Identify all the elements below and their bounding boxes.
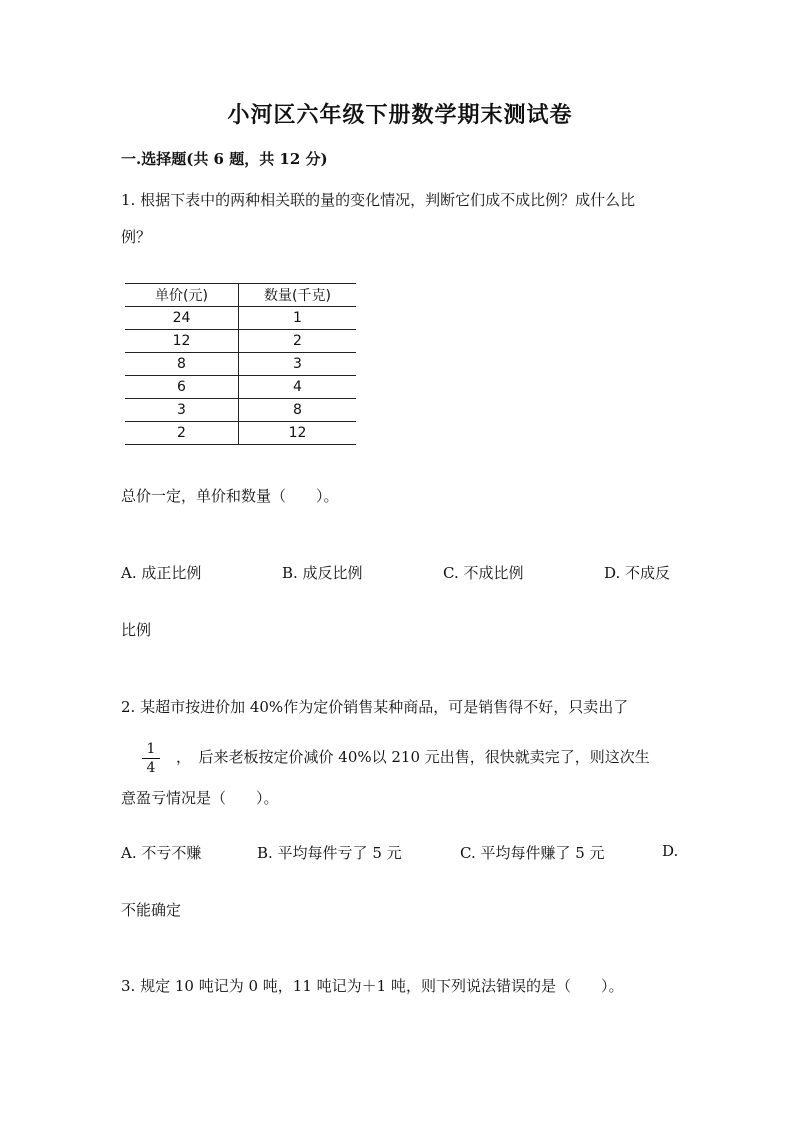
q2-option-d-wrap: 不能确定 <box>121 901 182 919</box>
table-row <box>125 353 356 376</box>
section-heading: 一.选择题(共 6 题，共 12 分) <box>121 150 328 168</box>
table-row <box>125 422 356 445</box>
q1-stem-line1: 1. 根据下表中的两种相关联的量的变化情况，判断它们成不成比例？成什么比 <box>121 191 636 209</box>
q2-stem-line2: ， 后来老板按定价减价 40%以 210 元出售，很快就卖完了，则这次生 <box>176 748 650 766</box>
q1-option-c[interactable]: C. 不成比例 <box>443 564 524 582</box>
q1-option-d[interactable]: D. 不成反 <box>604 564 671 582</box>
q2-option-d[interactable]: D. <box>662 842 679 860</box>
table-row <box>125 307 356 330</box>
table-cell: 3 <box>125 399 239 422</box>
table-cell: 6 <box>125 376 239 399</box>
table-cell: 8 <box>125 353 239 376</box>
table-header-unit-price: 单价(元) <box>125 284 239 307</box>
fraction-bar <box>142 758 160 759</box>
fraction-numerator: 1 <box>146 741 156 757</box>
table-cell: 1 <box>239 307 357 330</box>
table-cell: 2 <box>125 422 239 445</box>
table-cell: 8 <box>239 399 357 422</box>
q3-stem-line1: 3. 规定 10 吨记为 0 吨，11 吨记为＋1 吨，则下列说法错误的是（ ）。 <box>121 977 624 995</box>
table-cell: 3 <box>239 353 357 376</box>
table-cell: 4 <box>239 376 357 399</box>
page-title: 小河区六年级下册数学期末测试卷 <box>227 102 573 128</box>
q2-fraction <box>142 741 160 776</box>
table-header-quantity: 数量(千克) <box>239 284 357 307</box>
q2-option-c[interactable]: C. 平均每件赚了 5 元 <box>460 844 605 862</box>
q1-option-a[interactable]: A. 成正比例 <box>121 564 202 582</box>
q1-stem-line2: 例？ <box>121 228 152 246</box>
table-cell: 12 <box>239 422 357 445</box>
q1-option-d-wrap: 比例 <box>121 621 152 639</box>
q2-stem-line3: 意盈亏情况是（ ）。 <box>121 789 279 807</box>
table-cell: 12 <box>125 330 239 353</box>
q1-prompt: 总价一定，单价和数量（ ）。 <box>121 487 339 505</box>
fraction-denominator: 4 <box>146 760 156 776</box>
q2-stem-line1: 2. 某超市按进价加 40%作为定价销售某种商品，可是销售得不好，只卖出了 <box>121 698 629 716</box>
q1-option-b[interactable]: B. 成反比例 <box>282 564 363 582</box>
q2-option-a[interactable]: A. 不亏不赚 <box>121 844 202 862</box>
q2-option-b[interactable]: B. 平均每件亏了 5 元 <box>257 844 402 862</box>
table-row <box>125 399 356 422</box>
table-cell: 24 <box>125 307 239 330</box>
table-row <box>125 330 356 353</box>
table-row <box>125 376 356 399</box>
q1-data-table <box>125 283 356 445</box>
table-cell: 2 <box>239 330 357 353</box>
